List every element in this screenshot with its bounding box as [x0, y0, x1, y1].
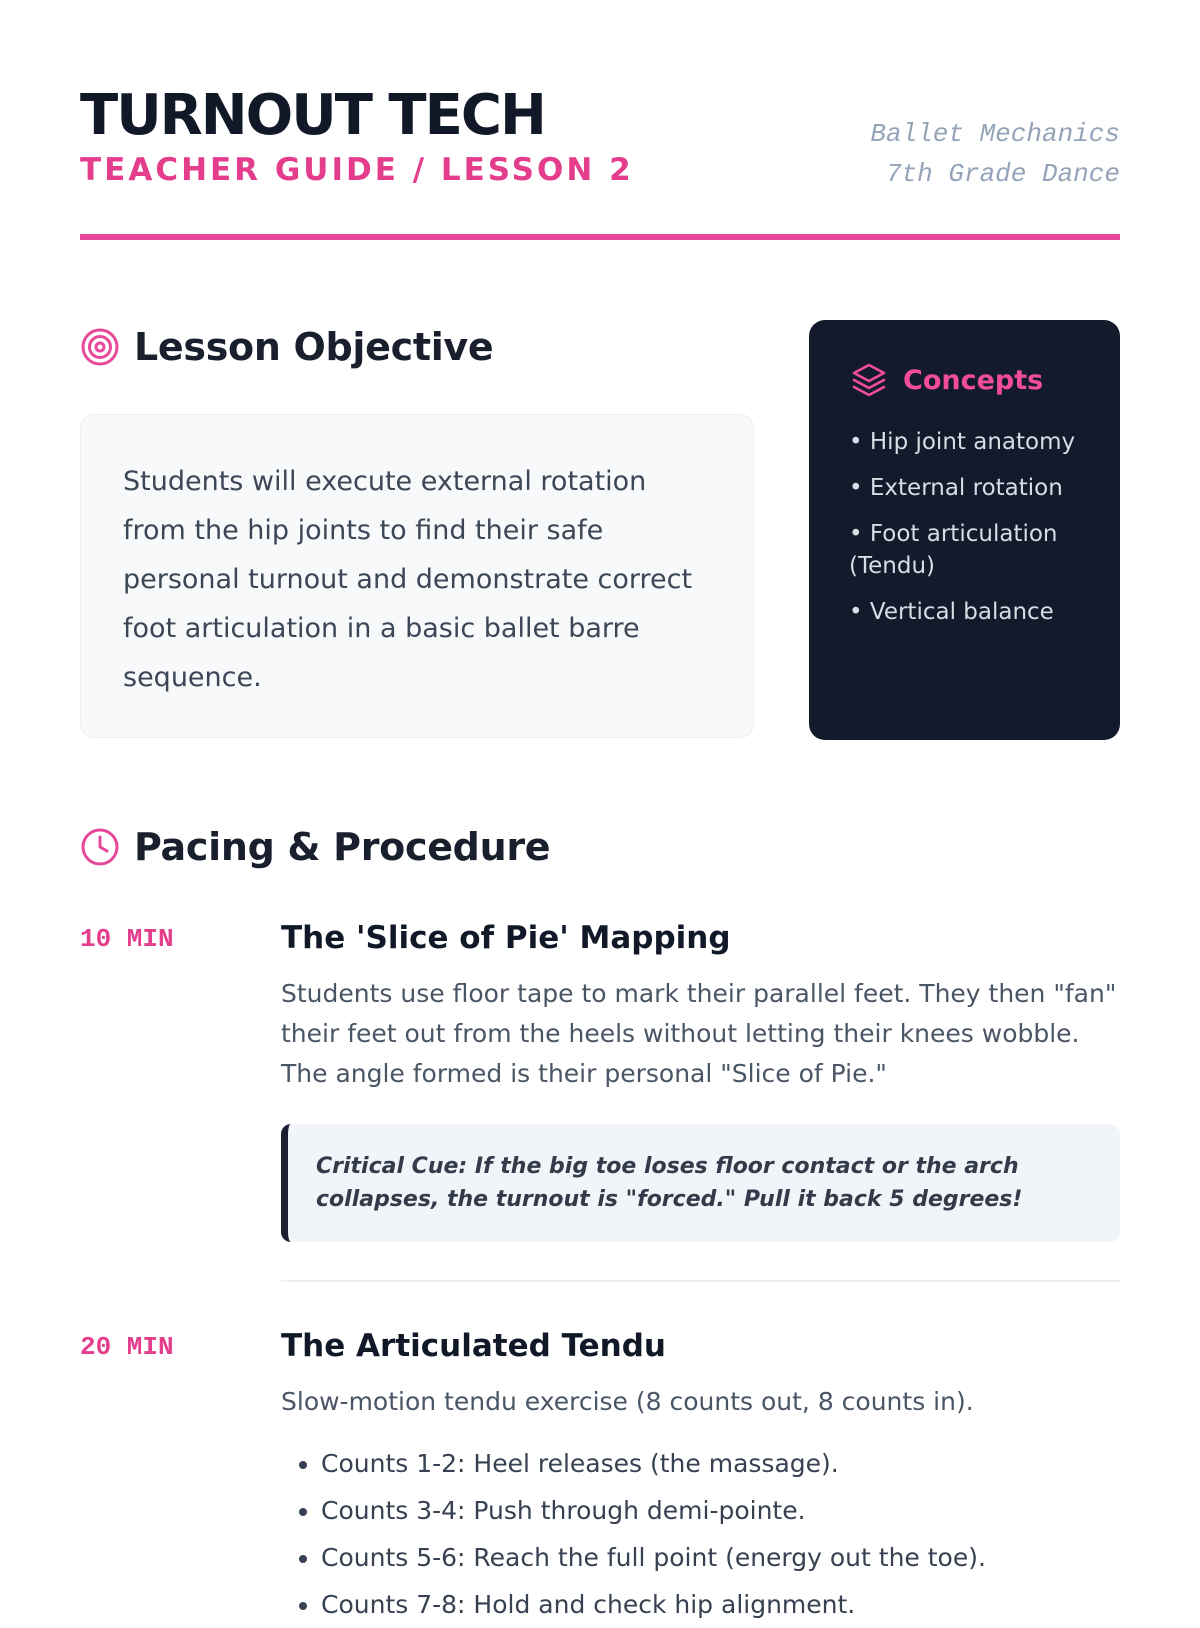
- pacing-heading-text: Pacing & Procedure: [134, 825, 551, 869]
- count-item: • Counts 1-2: Heel releases (the massage).: [321, 1440, 1120, 1487]
- page-title: TURNOUT TECH: [80, 83, 545, 148]
- count-item: • Counts 3-4: Push through demi-pointe.: [321, 1487, 1120, 1534]
- step-duration: 10 MIN: [80, 924, 174, 954]
- step-title: The Articulated Tendu: [281, 1328, 666, 1364]
- critical-cue-callout: Critical Cue: If the big toe loses floor contact or the arch collapses, the turnout is "forced." Pull it back 5 degrees!: [281, 1124, 1120, 1242]
- step-description: Students use floor tape to mark their parallel feet. They then "fan" their feet out from the heels without letting their knees wobble. The angle formed is their personal "Slice of Pie.": [281, 979, 1117, 1088]
- step-duration: 20 MIN: [80, 1332, 174, 1362]
- objective-box: [80, 414, 754, 738]
- page-subtitle: TEACHER GUIDE / LESSON 2: [80, 152, 634, 188]
- pacing-heading: [80, 822, 550, 872]
- page-header: [80, 84, 1120, 244]
- count-list: [281, 1440, 1120, 1628]
- objective-text: Students will execute external rotation from the hip joints to find their safe personal turnout and demonstrate correct foot articulation in a basic ballet barre sequence.: [123, 466, 693, 693]
- concept-list: [849, 426, 1080, 628]
- header-divider: [80, 234, 1120, 240]
- step-divider: [281, 1280, 1120, 1282]
- count-item: • Counts 5-6: Reach the full point (energy out the toe).: [321, 1534, 1120, 1581]
- concepts-heading: [849, 360, 1080, 400]
- step-title: The 'Slice of Pie' Mapping: [281, 920, 731, 956]
- layers-icon: [849, 360, 889, 400]
- lesson-page: [80, 0, 1120, 1619]
- concepts-heading-text: Concepts: [903, 364, 1044, 396]
- course-meta: [870, 114, 1120, 194]
- step-content: [281, 1324, 1120, 1628]
- concept-item: • Foot articulation (Tendu): [849, 521, 1058, 579]
- step-description: Slow-motion tendu exercise (8 counts out, 8 counts in).: [281, 1387, 974, 1416]
- clock-icon: [80, 827, 120, 867]
- concepts-card: [809, 320, 1120, 740]
- count-item: • Counts 7-8: Hold and check hip alignment.: [321, 1581, 1120, 1628]
- course-name: Ballet Mechanics: [870, 119, 1120, 149]
- grade-level: 7th Grade Dance: [885, 159, 1120, 189]
- objective-heading-text: Lesson Objective: [134, 325, 494, 369]
- concept-item: • Vertical balance: [849, 599, 1054, 625]
- concept-item: • Hip joint anatomy: [849, 429, 1076, 455]
- objective-heading: [80, 322, 493, 372]
- concept-item: • External rotation: [849, 475, 1063, 501]
- target-icon: [80, 327, 120, 367]
- step-content: [281, 916, 1120, 1242]
